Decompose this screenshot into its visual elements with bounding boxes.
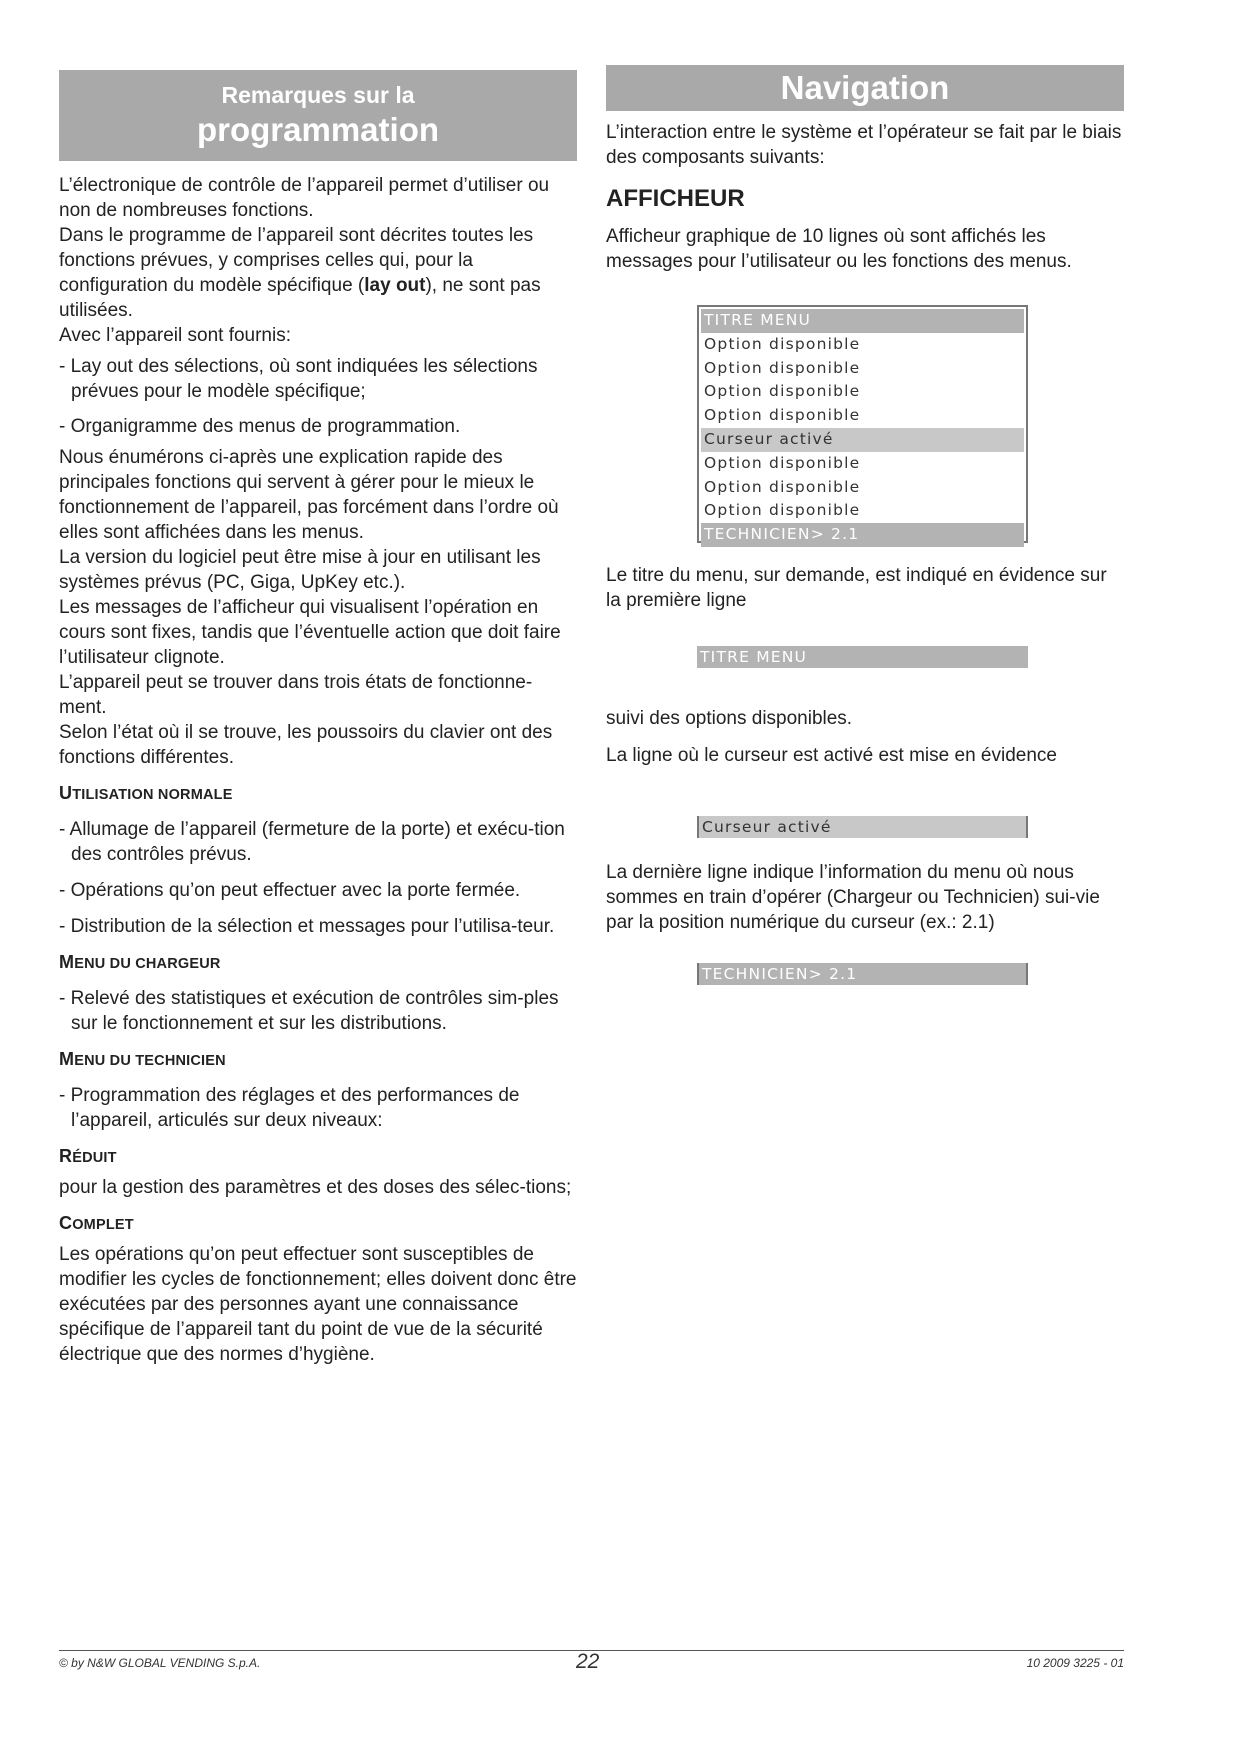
intro-sentence: Dans le programme de l’appareil sont décrites toutes les fonctions prévues, y comprises celles qui, pour la configuration du modèle spécifique ( <box>59 225 534 296</box>
lay-out-term: lay out <box>364 275 426 296</box>
display-description: Afficheur graphique de 10 lignes où sont affichés les messages pour l’utilisateur ou les fonctions des menus. <box>606 226 1072 272</box>
cursor-description: La ligne où le curseur est activé est mise en évidence <box>606 745 1057 766</box>
lcd-row-option: Option disponible <box>704 477 861 496</box>
status-line-sample: TECHNICIEN> 2.1 <box>697 963 1028 985</box>
loader-menu-item: - Relevé des statistiques et exécution de contrôles sim-ples sur le fonctionnement et sur les distributions. <box>59 988 559 1034</box>
explanation-paragraph <box>59 445 577 770</box>
lcd-row-option: Option disponible <box>704 406 861 425</box>
left-column <box>59 70 577 1367</box>
options-description: suivi des options disponibles. <box>606 708 853 729</box>
banner-line1: Remarques sur la <box>221 82 415 108</box>
heading-initial: M <box>59 952 75 972</box>
lcd-row-cursor: Curseur activé <box>701 428 1024 452</box>
right-column <box>606 65 1124 274</box>
intro-sentence: Avec l’appareil sont fournis: <box>59 325 291 346</box>
heading-rest: ENU DU CHARGEUR <box>74 956 221 972</box>
lcd-display-mockup <box>697 305 1028 543</box>
heading-initial: U <box>59 783 73 803</box>
intro-sentence: ), ne sont pas utilisées. <box>59 275 541 321</box>
navigation-banner: Navigation <box>606 65 1124 111</box>
lcd-row-option: Option disponible <box>704 453 861 472</box>
heading-initial: M <box>59 1049 75 1069</box>
programming-notes-banner <box>59 70 577 161</box>
explanation-sentence: La version du logiciel peut être mise à jour en utilisant les systèmes prévus (PC, Giga, UpKey etc.). <box>59 547 541 593</box>
complete-heading <box>59 1212 577 1236</box>
document-reference: 10 2009 3225 - 01 <box>1026 1656 1124 1670</box>
heading-rest: OMPLET <box>72 1217 134 1233</box>
heading-initial: C <box>59 1213 73 1233</box>
cursor-line-sample: Curseur activé <box>697 816 1028 838</box>
explanation-sentence: Les messages de l’afficheur qui visualisent l’opération en cours sont fixes, tandis que l’éventuelle action que doit faire l’utilisateur clignote. <box>59 597 561 668</box>
reduced-heading <box>59 1145 577 1169</box>
navigation-intro: L’interaction entre le système et l’opérateur se fait par le biais des composants suivants: <box>606 122 1122 168</box>
intro-paragraph <box>59 173 577 348</box>
footer-copyright: © by N&W GLOBAL VENDING S.p.A. <box>59 1656 261 1670</box>
banner-line2: programmation <box>196 111 440 148</box>
reduced-text: pour la gestion des paramètres et des doses des sélec-tions; <box>59 1177 572 1198</box>
explanation-sentence: Selon l’état où il se trouve, les poussoirs du clavier ont des fonctions différentes. <box>59 722 553 768</box>
heading-rest: ÉDUIT <box>72 1150 117 1166</box>
technician-menu-heading <box>59 1048 577 1072</box>
lcd-row-option: Option disponible <box>704 501 861 520</box>
lcd-row-option: Option disponible <box>704 334 861 353</box>
normal-use-item: - Distribution de la sélection et messages pour l’utilisa-teur. <box>59 916 555 937</box>
title-line-sample: TITRE MENU <box>697 646 1028 668</box>
supplied-item: - Organigramme des menus de programmation. <box>59 416 461 437</box>
normal-use-heading <box>59 782 577 806</box>
heading-rest: ENU DU TECHNICIEN <box>74 1053 226 1069</box>
normal-use-item: - Allumage de l’appareil (fermeture de la porte) et exécu-tion des contrôles prévus. <box>59 819 565 865</box>
explanation-sentence: Nous énumérons ci-après une explication rapide des principales fonctions qui servent à gérer pour le mieux le fonctionnement de l’appareil, pas forcément dans l’ordre où elles sont affichées dans les menus. <box>59 447 559 543</box>
complete-text: Les opérations qu’on peut effectuer sont susceptibles de modifier les cycles de fonctionnement; elles doivent donc être exécutées par des personnes ayant une connaissance spécifique de l’appareil tant du point de vue de la sécurité électrique que des normes d’hygiène. <box>59 1244 577 1365</box>
display-heading: AFFICHEUR <box>606 185 745 212</box>
title-description: Le titre du menu, sur demande, est indiqué en évidence sur la première ligne <box>606 565 1107 611</box>
lcd-row-title: TITRE MENU <box>701 309 1024 333</box>
technician-menu-item: - Programmation des réglages et des performances de l’appareil, articulés sur deux niveaux: <box>59 1085 520 1131</box>
supplied-item: - Lay out des sélections, où sont indiquées les sélections prévues pour le modèle spécifique; <box>59 356 538 402</box>
lcd-row-option: Option disponible <box>704 382 861 401</box>
heading-rest: TILISATION NORMALE <box>72 787 233 803</box>
heading-initial: R <box>59 1146 73 1166</box>
lcd-row-option: Option disponible <box>704 358 861 377</box>
lcd-row-status: TECHNICIEN> 2.1 <box>701 523 1024 547</box>
intro-sentence: L’électronique de contrôle de l’appareil permet d’utiliser ou non de nombreuses fonctions. <box>59 175 550 221</box>
normal-use-item: - Opérations qu’on peut effectuer avec la porte fermée. <box>59 880 521 901</box>
loader-menu-heading <box>59 951 577 975</box>
page-number: 22 <box>576 1650 600 1673</box>
last-line-description: La dernière ligne indique l’information du menu où nous sommes en train d’opérer (Chargeur ou Technicien) sui-vie par la position numérique du curseur (ex.: 2.1) <box>606 862 1100 933</box>
explanation-sentence: L’appareil peut se trouver dans trois états de fonctionne-ment. <box>59 672 533 718</box>
